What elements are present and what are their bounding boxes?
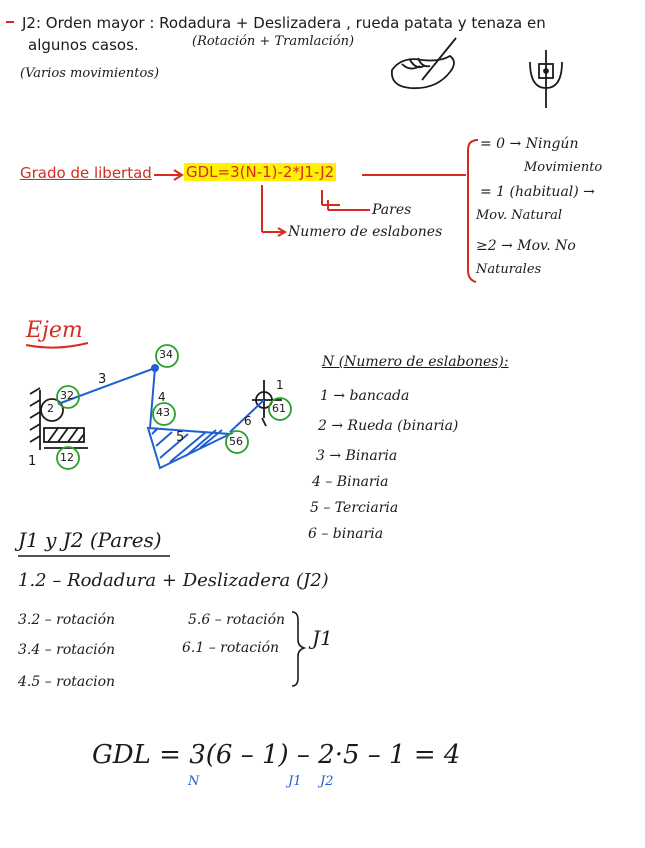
range-two-a: ≥2 → Mov. No [476,238,576,254]
range-two-b: Naturales [476,262,542,277]
slider-guide-icon [530,50,562,108]
label-4: 4 [158,390,166,404]
eslabon-item: 6 – binaria [308,526,384,542]
label-61: 61 [272,402,286,415]
label-2: 2 [47,402,54,415]
header-note-varios: (Varios movimientos) [20,66,160,81]
formula-pares: Pares [372,202,412,218]
label-3: 3 [98,372,107,387]
eslabon-item: 1 → bancada [320,388,410,404]
ejem-title: Ejem [26,318,83,343]
range-zero-b: Movimiento [524,160,603,175]
eslabon-item: 4 – Binaria [312,474,389,490]
eslabon-item: 5 – Terciaria [310,500,399,516]
eslabones-title: N (Numero de eslabones): [322,354,509,370]
pares-right-item: 5.6 – rotación [188,612,286,628]
label-12: 12 [60,451,74,464]
label-1-right: 1 [276,378,284,392]
formula-expression: GDL=3(N-1)-2*J1-J2 [186,163,335,181]
formula-arrows [154,140,478,282]
formula-numero: Numero de eslabones [288,224,443,240]
hand-pen-icon [392,38,456,88]
range-one-a: = 1 (habitual) → [480,184,595,200]
pares-left-item: 4.5 – rotacion [18,674,116,690]
label-56: 56 [229,435,243,448]
label-34: 34 [159,348,173,361]
label-43: 43 [156,406,170,419]
range-one-b: Mov. Natural [476,208,563,223]
header-line2: algunos casos. [28,36,139,54]
pares-right-item: 6.1 – rotación [182,640,280,656]
result-sub-n: N [188,774,200,789]
result-equation: GDL = 3(6 – 1) – 2·5 – 1 = 4 [92,740,461,770]
label-32: 32 [60,389,74,402]
header-note-rot: (Rotación + Tramlación) [192,34,355,49]
pares-line-12: 1.2 – Rodadura + Deslizadera (J2) [18,570,329,591]
result-sub-j2: J2 [320,774,334,789]
pares-left-item: 3.4 – rotación [18,642,116,658]
pares-title: J1 y J2 (Pares) [18,528,162,552]
label-5: 5 [176,430,185,445]
ejem-underline [26,343,88,348]
eslabon-item: 3 → Binaria [316,448,398,464]
pares-j1: J1 [312,626,333,650]
label-1-left: 1 [28,454,37,469]
header-line1: J2: Orden mayor : Rodadura + Deslizadera , rueda patata y tenaza en [22,14,546,32]
j1-bracket [292,612,304,686]
eslabon-item: 2 → Rueda (binaria) [318,418,459,434]
formula-label: Grado de libertad [20,164,152,182]
pares-left-item: 3.2 – rotación [18,612,116,628]
result-sub-j1: J1 [288,774,302,789]
range-zero-a: = 0 → Ningún [480,136,579,152]
label-6: 6 [244,414,252,428]
